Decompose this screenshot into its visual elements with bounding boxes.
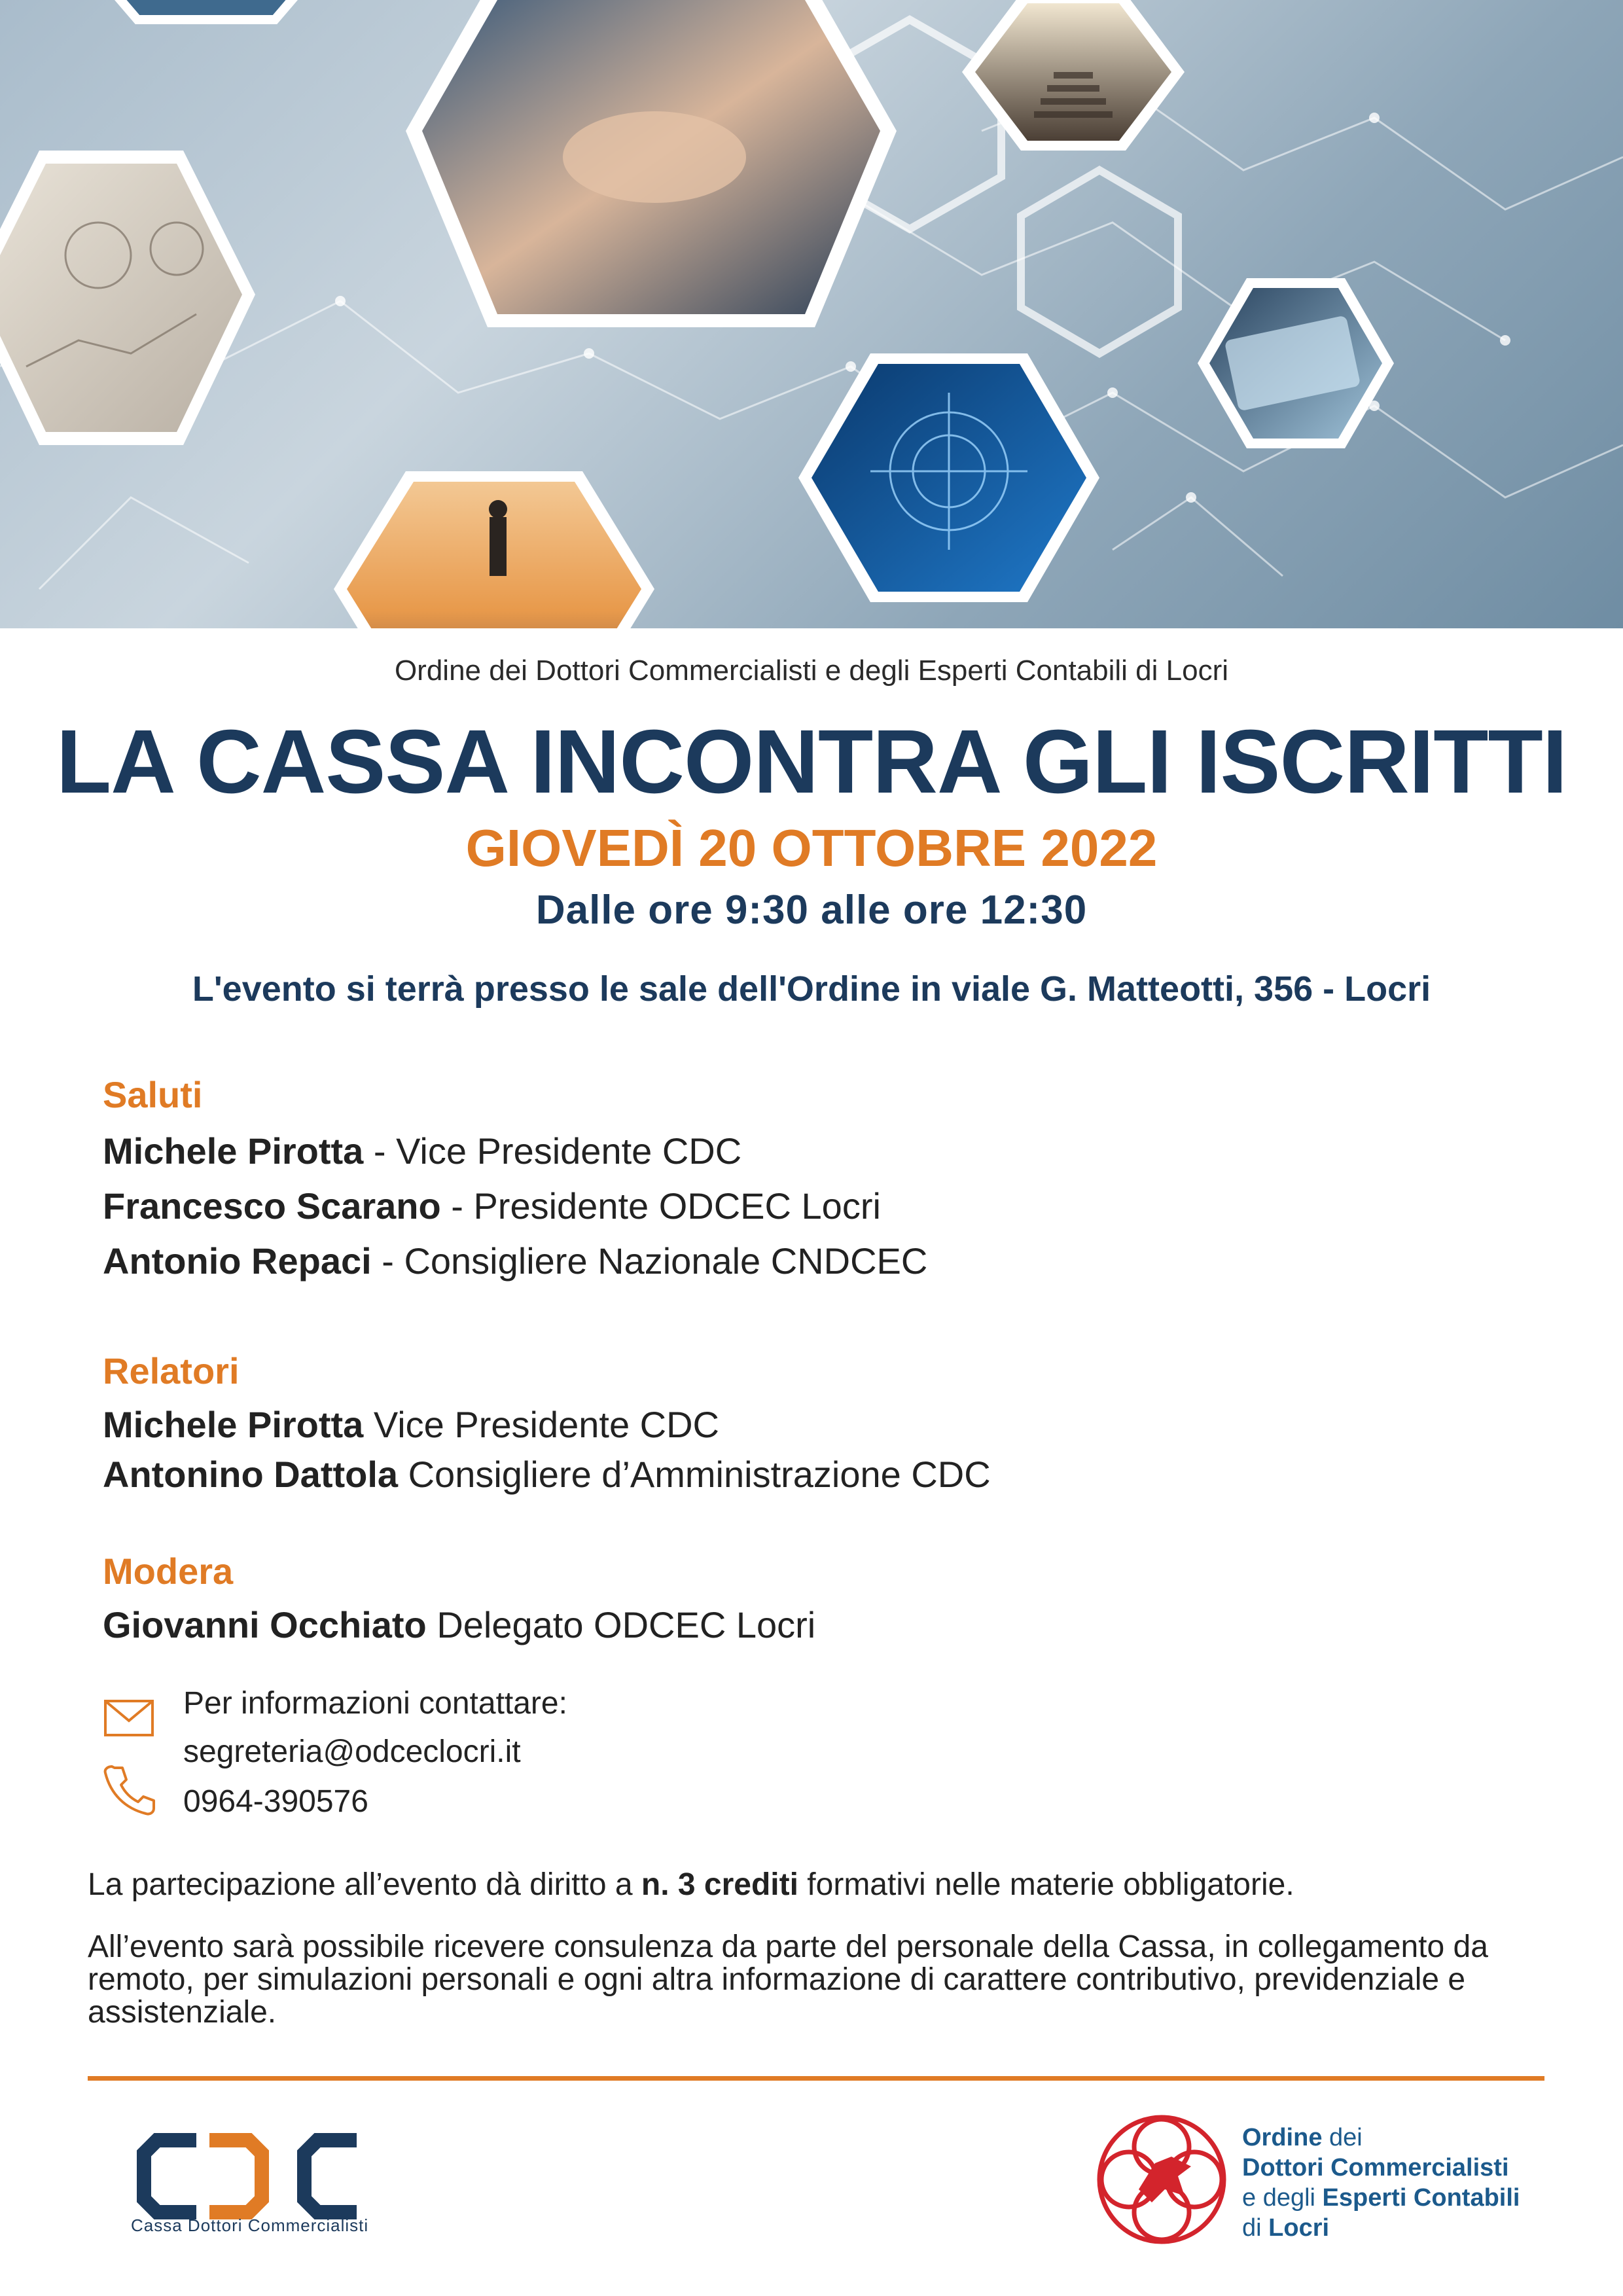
odcec-line-regular: dei (1322, 2124, 1363, 2151)
hexagon-collage (0, 0, 1623, 628)
person-name: Michele Pirotta (103, 1130, 364, 1172)
odcec-line (1242, 2213, 1520, 2243)
event-time: Dalle ore 9:30 alle ore 12:30 (535, 888, 1088, 933)
organizer-line: Ordine dei Dottori Commercialisti e degli Esperti Contabili di Locri (394, 655, 1229, 687)
odcec-line (1242, 2183, 1520, 2213)
odcec-line-regular: di (1242, 2214, 1269, 2242)
odcec-line-regular: e degli (1242, 2184, 1323, 2212)
modera-heading: Modera (103, 1551, 234, 1592)
person-name: Antonino Dattola (103, 1454, 399, 1495)
contact-phone[interactable]: 0964-390576 (183, 1784, 368, 1819)
credits-paragraph (88, 1869, 1547, 1901)
contact-email[interactable]: segreteria@odceclocri.it (183, 1734, 521, 1769)
person-role: Vice Presidente CDC (363, 1404, 719, 1445)
cdc-name: Cassa Dottori Commercialisti (131, 2215, 369, 2235)
credits-count: n. 3 crediti (641, 1867, 798, 1902)
person-name: Antonio Repaci (103, 1240, 372, 1282)
person-name: Michele Pirotta (103, 1404, 364, 1445)
list-item (103, 1234, 927, 1289)
credits-text-before: La partecipazione all’evento dà diritto a (88, 1867, 641, 1902)
odcec-logo-text (1242, 2123, 1520, 2243)
event-title: LA CASSA INCONTRA GLI ISCRITTI (56, 711, 1567, 812)
odcec-line-bold: Dottori Commercialisti (1242, 2154, 1509, 2181)
person-name: Giovanni Occhiato (103, 1604, 427, 1645)
list-item (103, 1600, 815, 1650)
section-modera (103, 1550, 815, 1650)
footer-divider (88, 2076, 1544, 2081)
contact-label: Per informazioni contattare: (183, 1686, 567, 1721)
person-role: - Consigliere Nazionale CNDCEC (371, 1240, 928, 1282)
phone-icon (103, 1764, 155, 1816)
consulting-paragraph: All’evento sarà possibile ricevere consulenza da parte del personale della Cassa, in collegamento da remoto, per simulazioni personali e ogni altra informazione di carattere contributivo, previdenziale e assistenziale. (88, 1929, 1488, 2030)
hero-banner (0, 0, 1623, 628)
person-role: - Vice Presidente CDC (363, 1130, 742, 1172)
saluti-heading: Saluti (103, 1074, 203, 1115)
credits-text-after: formativi nelle materie obbligatorie. (798, 1867, 1294, 1902)
event-date: GIOVEDÌ 20 OTTOBRE 2022 (465, 819, 1158, 877)
list-item (103, 1179, 927, 1234)
person-role: Delegato ODCEC Locri (426, 1604, 816, 1645)
person-name: Francesco Scarano (103, 1185, 441, 1227)
odcec-line-bold: Esperti Contabili (1322, 2184, 1520, 2212)
envelope-icon (103, 1692, 155, 1744)
section-relatori (103, 1350, 991, 1499)
event-venue: L'evento si terrà presso le sale dell'Ordine in viale G. Matteotti, 356 - Locri (192, 969, 1431, 1009)
list-item (103, 1400, 991, 1450)
person-role: Consigliere d’Amministrazione CDC (398, 1454, 991, 1495)
photo-hex-top-left (98, 0, 314, 20)
list-item (103, 1124, 927, 1179)
person-role: - Presidente ODCEC Locri (440, 1185, 881, 1227)
section-saluti (103, 1073, 927, 1289)
relatori-heading: Relatori (103, 1350, 240, 1391)
odcec-line-bold: Ordine (1242, 2124, 1323, 2151)
odcec-seal-icon (1093, 2111, 1230, 2248)
odcec-line (1242, 2153, 1520, 2183)
odcec-line (1242, 2123, 1520, 2153)
odcec-line-bold: Locri (1268, 2214, 1330, 2242)
list-item (103, 1450, 991, 1499)
